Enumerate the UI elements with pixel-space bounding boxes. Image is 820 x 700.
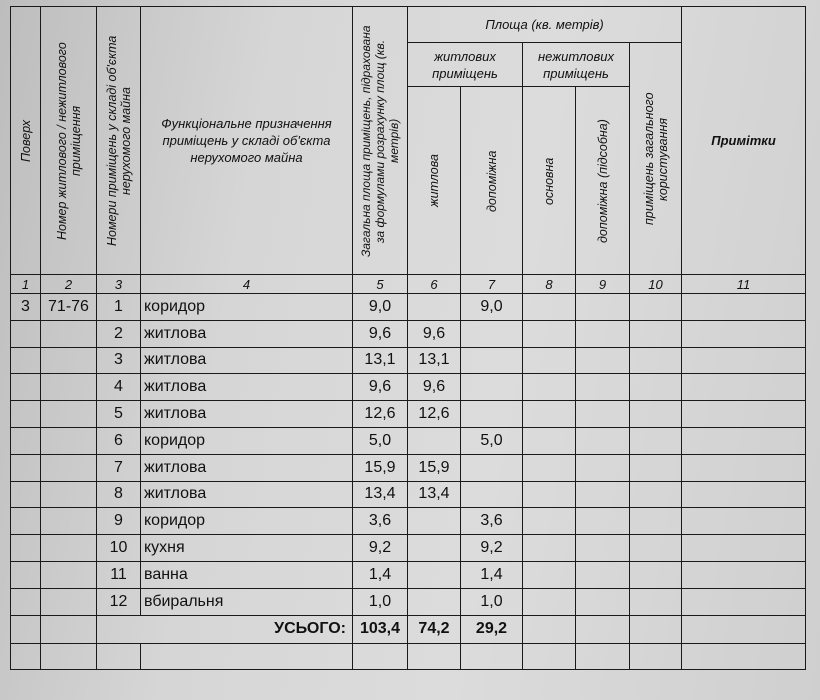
empty-cell (576, 643, 630, 670)
area-group-header: Площа (кв. метрів) (408, 7, 682, 43)
residential-header: житлових приміщень (408, 43, 523, 87)
totals-row (11, 615, 806, 643)
floor-cell (11, 401, 41, 428)
living-cell: 15,9 (408, 454, 461, 481)
empty-cell (682, 347, 806, 374)
empty-cell (523, 374, 576, 401)
total-cell: 3,6 (353, 508, 408, 535)
total-cell: 9,6 (353, 320, 408, 347)
blank-row (11, 643, 806, 670)
living-header: житлова (408, 87, 461, 275)
total-cell: 1,0 (353, 588, 408, 615)
nonresidential-header: нежитлових приміщень (523, 43, 630, 87)
living-cell: 12,6 (408, 401, 461, 428)
room-no-cell: 11 (97, 561, 141, 588)
unit-cell (41, 535, 97, 562)
empty-cell (630, 294, 682, 321)
aux-cell: 5,0 (461, 427, 523, 454)
empty-cell (682, 481, 806, 508)
empty-cell (523, 588, 576, 615)
floor-header: Поверх (11, 7, 41, 275)
room-no-cell: 7 (97, 454, 141, 481)
unit-cell (41, 481, 97, 508)
header-row-1 (11, 7, 806, 43)
empty-cell (630, 535, 682, 562)
empty-cell (523, 454, 576, 481)
empty-cell (682, 508, 806, 535)
floor-cell (11, 454, 41, 481)
empty-cell (576, 294, 630, 321)
empty-cell (630, 588, 682, 615)
empty-cell (576, 347, 630, 374)
empty-cell (630, 508, 682, 535)
empty-cell (576, 401, 630, 428)
total-cell: 12,6 (353, 401, 408, 428)
living-cell (408, 427, 461, 454)
table-row (11, 588, 806, 615)
total-cell: 13,1 (353, 347, 408, 374)
living-cell (408, 294, 461, 321)
aux-cell: 1,4 (461, 561, 523, 588)
table-row (11, 508, 806, 535)
room-no-cell: 1 (97, 294, 141, 321)
room-no-cell: 9 (97, 508, 141, 535)
empty-cell (630, 643, 682, 670)
table-row (11, 481, 806, 508)
column-number: 1 (11, 275, 41, 294)
table-row (11, 347, 806, 374)
column-number: 3 (97, 275, 141, 294)
empty-cell (576, 481, 630, 508)
room-no-cell: 8 (97, 481, 141, 508)
empty-cell (41, 615, 97, 643)
empty-cell (576, 615, 630, 643)
empty-cell (682, 401, 806, 428)
total-cell: 5,0 (353, 427, 408, 454)
table-row (11, 427, 806, 454)
total-cell: 15,9 (353, 454, 408, 481)
column-number: 9 (576, 275, 630, 294)
purpose-cell: ванна (141, 561, 353, 588)
unit-cell (41, 454, 97, 481)
floor-cell (11, 508, 41, 535)
unit-cell (41, 401, 97, 428)
aux-cell: 9,2 (461, 535, 523, 562)
floor-cell (11, 481, 41, 508)
living-cell: 13,4 (408, 481, 461, 508)
main-header: основна (523, 87, 576, 275)
empty-cell (576, 454, 630, 481)
common-use-header: приміщень загального користування (630, 43, 682, 275)
unit-cell (41, 561, 97, 588)
empty-cell (630, 454, 682, 481)
empty-cell (97, 643, 141, 670)
aux-cell (461, 401, 523, 428)
room-no-cell: 3 (97, 347, 141, 374)
empty-cell (576, 427, 630, 454)
living-cell (408, 588, 461, 615)
empty-cell (682, 294, 806, 321)
empty-cell (41, 643, 97, 670)
purpose-cell: житлова (141, 374, 353, 401)
total-cell: 9,6 (353, 374, 408, 401)
totals-living: 74,2 (408, 615, 461, 643)
empty-cell (630, 561, 682, 588)
column-number: 4 (141, 275, 353, 294)
empty-cell (682, 374, 806, 401)
empty-cell (523, 347, 576, 374)
unit-cell (41, 374, 97, 401)
empty-cell (682, 615, 806, 643)
unit-cell (41, 508, 97, 535)
empty-cell (523, 615, 576, 643)
aux-cell (461, 347, 523, 374)
column-number: 5 (353, 275, 408, 294)
column-number: 10 (630, 275, 682, 294)
unit-cell: 71-76 (41, 294, 97, 321)
aux-cell: 3,6 (461, 508, 523, 535)
empty-cell (11, 615, 41, 643)
column-number: 11 (682, 275, 806, 294)
empty-cell (682, 320, 806, 347)
living-cell: 9,6 (408, 320, 461, 347)
total-area-header: Загальна площа приміщень, підрахована за формулами розрахунку площ (кв. метрів) (353, 7, 408, 275)
totals-total: 103,4 (353, 615, 408, 643)
empty-cell (630, 401, 682, 428)
purpose-cell: житлова (141, 401, 353, 428)
floor-cell (11, 374, 41, 401)
empty-cell (576, 374, 630, 401)
totals-label: УСЬОГО: (97, 615, 353, 643)
room-no-cell: 4 (97, 374, 141, 401)
room-no-cell: 10 (97, 535, 141, 562)
living-cell (408, 508, 461, 535)
room-no-cell: 5 (97, 401, 141, 428)
empty-cell (630, 427, 682, 454)
empty-cell (353, 643, 408, 670)
notes-header: Примітки (682, 7, 806, 275)
total-cell: 1,4 (353, 561, 408, 588)
table-row (11, 294, 806, 321)
unit-cell (41, 427, 97, 454)
living-cell: 9,6 (408, 374, 461, 401)
empty-cell (630, 615, 682, 643)
empty-cell (461, 643, 523, 670)
empty-cell (11, 643, 41, 670)
aux-cell (461, 320, 523, 347)
purpose-cell: житлова (141, 320, 353, 347)
column-number-row (11, 275, 806, 294)
purpose-header: Функціональне призначення приміщень у складі об'єкта нерухомого майна (141, 7, 353, 275)
aux-cell: 1,0 (461, 588, 523, 615)
totals-aux: 29,2 (461, 615, 523, 643)
empty-cell (523, 427, 576, 454)
table-row (11, 454, 806, 481)
purpose-cell: коридор (141, 294, 353, 321)
floor-cell: 3 (11, 294, 41, 321)
column-number: 6 (408, 275, 461, 294)
empty-cell (523, 401, 576, 428)
empty-cell (576, 561, 630, 588)
unit-cell (41, 320, 97, 347)
table-row (11, 535, 806, 562)
purpose-cell: житлова (141, 481, 353, 508)
empty-cell (576, 535, 630, 562)
table-row (11, 401, 806, 428)
purpose-cell: коридор (141, 427, 353, 454)
empty-cell (576, 588, 630, 615)
empty-cell (408, 643, 461, 670)
total-cell: 9,0 (353, 294, 408, 321)
floor-cell (11, 427, 41, 454)
table-row (11, 320, 806, 347)
table-row (11, 561, 806, 588)
floor-cell (11, 347, 41, 374)
empty-cell (523, 481, 576, 508)
aux-basement-header: допоміжна (підсобна) (576, 87, 630, 275)
unit-cell (41, 588, 97, 615)
unit-number-header: Номер житлового / нежитлового приміщення (41, 7, 97, 275)
empty-cell (523, 561, 576, 588)
aux-cell (461, 454, 523, 481)
empty-cell (630, 374, 682, 401)
total-cell: 9,2 (353, 535, 408, 562)
aux-cell (461, 374, 523, 401)
column-number: 2 (41, 275, 97, 294)
empty-cell (682, 588, 806, 615)
living-cell: 13,1 (408, 347, 461, 374)
total-cell: 13,4 (353, 481, 408, 508)
empty-cell (523, 320, 576, 347)
empty-cell (682, 561, 806, 588)
empty-cell (682, 535, 806, 562)
table-row (11, 374, 806, 401)
living-cell (408, 535, 461, 562)
empty-cell (141, 643, 353, 670)
room-no-cell: 6 (97, 427, 141, 454)
unit-cell (41, 347, 97, 374)
room-no-cell: 2 (97, 320, 141, 347)
empty-cell (576, 320, 630, 347)
purpose-cell: житлова (141, 347, 353, 374)
empty-cell (576, 508, 630, 535)
auxiliary-header: допоміжна (461, 87, 523, 275)
empty-cell (630, 481, 682, 508)
column-number: 7 (461, 275, 523, 294)
purpose-cell: житлова (141, 454, 353, 481)
empty-cell (523, 508, 576, 535)
empty-cell (630, 347, 682, 374)
aux-cell (461, 481, 523, 508)
purpose-cell: коридор (141, 508, 353, 535)
purpose-cell: вбиральня (141, 588, 353, 615)
empty-cell (682, 643, 806, 670)
floor-cell (11, 320, 41, 347)
empty-cell (523, 535, 576, 562)
purpose-cell: кухня (141, 535, 353, 562)
empty-cell (523, 294, 576, 321)
area-table (10, 6, 806, 670)
room-numbers-header: Номери приміщень у складі об'єкта нерухомого майна (97, 7, 141, 275)
floor-cell (11, 561, 41, 588)
empty-cell (682, 427, 806, 454)
floor-cell (11, 535, 41, 562)
empty-cell (523, 643, 576, 670)
living-cell (408, 561, 461, 588)
empty-cell (682, 454, 806, 481)
column-number: 8 (523, 275, 576, 294)
floor-cell (11, 588, 41, 615)
room-no-cell: 12 (97, 588, 141, 615)
empty-cell (630, 320, 682, 347)
aux-cell: 9,0 (461, 294, 523, 321)
